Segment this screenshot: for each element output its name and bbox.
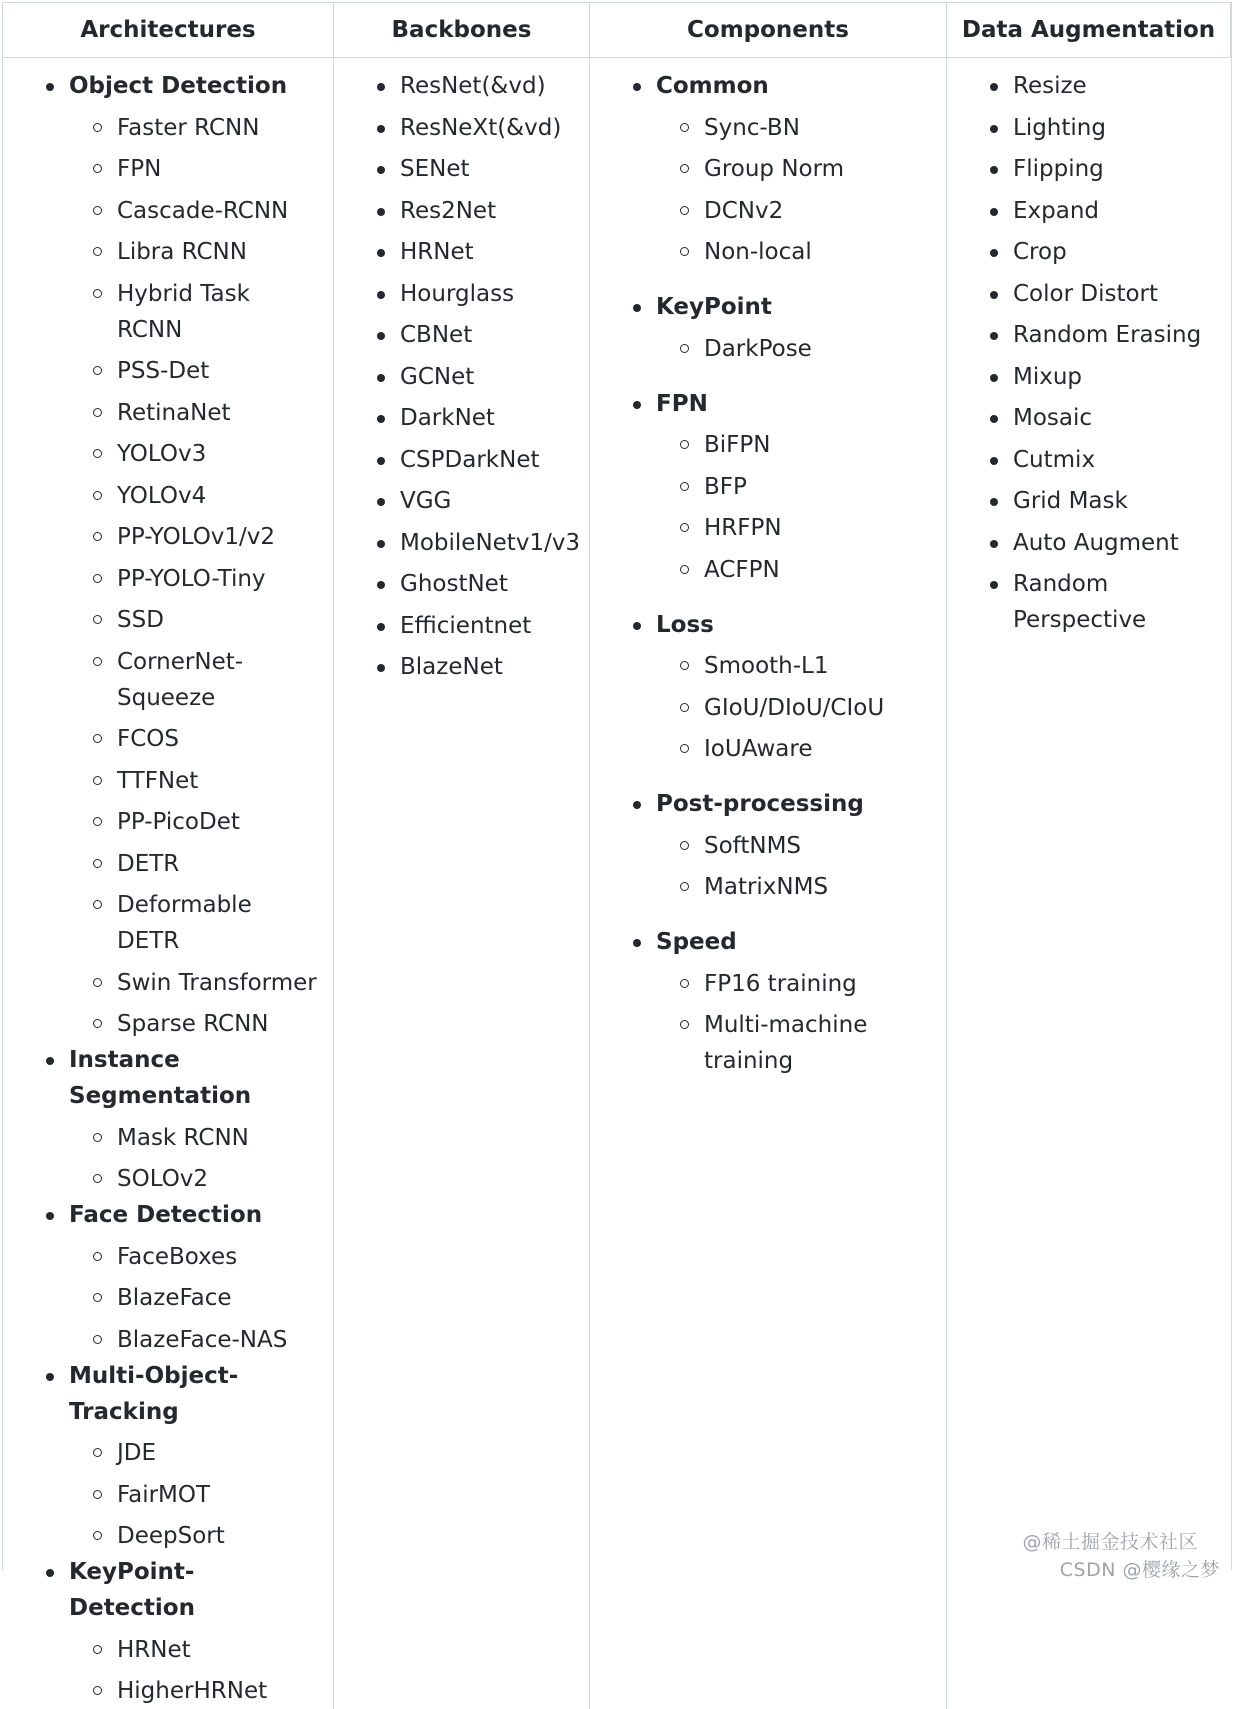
sub-list bbox=[590, 648, 946, 767]
sub-list-item-label: BiFPN bbox=[704, 427, 770, 463]
list-item-label: Flipping bbox=[1013, 151, 1104, 187]
list-item-label: Color Distort bbox=[1013, 276, 1158, 312]
category-group bbox=[590, 68, 946, 270]
sub-list-item bbox=[590, 828, 946, 864]
category-heading bbox=[3, 1554, 333, 1626]
sub-list-item-label: PP-PicoDet bbox=[117, 804, 240, 840]
list-item-label: KeyPoint-Detection bbox=[69, 1554, 319, 1626]
sub-list-item bbox=[590, 510, 946, 546]
sub-list bbox=[590, 966, 946, 1080]
list-item bbox=[947, 317, 1231, 353]
list-item bbox=[947, 442, 1231, 478]
sub-list-item bbox=[3, 1322, 333, 1358]
data-augmentation-cell bbox=[947, 58, 1231, 1709]
bullet-icon bbox=[633, 304, 641, 312]
sub-list-item bbox=[3, 721, 333, 757]
list-item bbox=[334, 525, 589, 561]
list-item-label: Lighting bbox=[1013, 110, 1106, 146]
bullet-icon bbox=[990, 166, 998, 174]
sub-list-item-label: FCOS bbox=[117, 721, 179, 757]
category-heading bbox=[3, 1042, 333, 1114]
bullet-icon bbox=[990, 249, 998, 257]
sub-list-item bbox=[590, 648, 946, 684]
sub-list-item-label: Mask RCNN bbox=[117, 1120, 249, 1156]
circle-bullet-icon bbox=[680, 206, 689, 215]
sub-list-item-label: SoftNMS bbox=[704, 828, 801, 864]
sub-list-item bbox=[3, 1280, 333, 1316]
sub-list-item-label: DarkPose bbox=[704, 331, 812, 367]
list-item bbox=[947, 110, 1231, 146]
circle-bullet-icon bbox=[93, 978, 102, 987]
category-group bbox=[590, 386, 946, 588]
feature-table bbox=[2, 2, 1232, 1570]
sub-list-item-label: BlazeFace-NAS bbox=[117, 1322, 287, 1358]
sub-list-item bbox=[3, 644, 333, 716]
bullet-icon bbox=[377, 83, 385, 91]
sub-list-item bbox=[3, 436, 333, 472]
list-item bbox=[334, 608, 589, 644]
sub-list-item-label: BlazeFace bbox=[117, 1280, 232, 1316]
category-heading bbox=[3, 68, 333, 104]
sub-list bbox=[3, 1632, 333, 1709]
sub-list-item-label: FPN bbox=[117, 151, 161, 187]
sub-list-item-label: FaceBoxes bbox=[117, 1239, 237, 1275]
list-item-label: Mixup bbox=[1013, 359, 1082, 395]
circle-bullet-icon bbox=[680, 565, 689, 574]
list-item-label: MobileNetv1/v3 bbox=[400, 525, 580, 561]
circle-bullet-icon bbox=[93, 247, 102, 256]
category-group bbox=[590, 289, 946, 367]
circle-bullet-icon bbox=[93, 123, 102, 132]
sub-list-item-label: SSD bbox=[117, 602, 164, 638]
sub-list-item-label: SOLOv2 bbox=[117, 1161, 208, 1197]
backbones-list bbox=[334, 58, 589, 685]
circle-bullet-icon bbox=[93, 206, 102, 215]
sub-list-item-label: Hybrid Task RCNN bbox=[117, 276, 319, 348]
category-group bbox=[590, 607, 946, 768]
architectures-cell bbox=[3, 58, 334, 1709]
circle-bullet-icon bbox=[93, 657, 102, 666]
components-list bbox=[590, 58, 946, 1079]
category-heading bbox=[3, 1197, 333, 1233]
circle-bullet-icon bbox=[93, 1293, 102, 1302]
circle-bullet-icon bbox=[680, 661, 689, 670]
bullet-icon bbox=[46, 1057, 54, 1065]
sub-list-item-label: PP-YOLOv1/v2 bbox=[117, 519, 275, 555]
list-item-label: Multi-Object-Tracking bbox=[69, 1358, 319, 1430]
list-item bbox=[334, 68, 589, 104]
circle-bullet-icon bbox=[680, 440, 689, 449]
sub-list-item-label: TTFNet bbox=[117, 763, 198, 799]
components-cell bbox=[590, 58, 947, 1709]
circle-bullet-icon bbox=[680, 882, 689, 891]
list-item-label: FPN bbox=[656, 386, 708, 422]
list-item-label: Res2Net bbox=[400, 193, 496, 229]
sub-list-item-label: DeepSort bbox=[117, 1518, 225, 1554]
sub-list-item bbox=[3, 1518, 333, 1554]
sub-list-item-label: Non-local bbox=[704, 234, 812, 270]
list-item-label: Mosaic bbox=[1013, 400, 1092, 436]
sub-list-item bbox=[3, 193, 333, 229]
circle-bullet-icon bbox=[93, 1335, 102, 1344]
circle-bullet-icon bbox=[93, 1448, 102, 1457]
sub-list-item-label: PP-YOLO-Tiny bbox=[117, 561, 266, 597]
bullet-icon bbox=[990, 83, 998, 91]
circle-bullet-icon bbox=[93, 1133, 102, 1142]
sub-list-item bbox=[590, 1007, 946, 1079]
bullet-icon bbox=[377, 623, 385, 631]
sub-list-item bbox=[590, 193, 946, 229]
circle-bullet-icon bbox=[93, 1686, 102, 1695]
bullet-icon bbox=[46, 1373, 54, 1381]
sub-list-item bbox=[590, 731, 946, 767]
category-heading bbox=[590, 289, 946, 325]
category-heading bbox=[590, 786, 946, 822]
list-item-label: HRNet bbox=[400, 234, 474, 270]
list-item-label: Loss bbox=[656, 607, 714, 643]
bullet-icon bbox=[633, 801, 641, 809]
sub-list-item bbox=[3, 887, 333, 959]
list-item-label: Efficientnet bbox=[400, 608, 531, 644]
sub-list-item-label: Faster RCNN bbox=[117, 110, 259, 146]
sub-list-item-label: HRNet bbox=[117, 1632, 191, 1668]
sub-list-item-label: Group Norm bbox=[704, 151, 844, 187]
sub-list-item bbox=[590, 690, 946, 726]
sub-list-item bbox=[3, 1673, 333, 1709]
header-data-augmentation: Data Augmentation bbox=[947, 3, 1231, 58]
bullet-icon bbox=[633, 83, 641, 91]
sub-list-item bbox=[3, 804, 333, 840]
sub-list bbox=[590, 427, 946, 588]
sub-list bbox=[3, 1435, 333, 1554]
sub-list bbox=[590, 828, 946, 906]
list-item-label: GhostNet bbox=[400, 566, 508, 602]
list-item-label: DarkNet bbox=[400, 400, 495, 436]
sub-list-item bbox=[590, 331, 946, 367]
bullet-icon bbox=[990, 415, 998, 423]
sub-list-item bbox=[590, 869, 946, 905]
sub-list-item-label: YOLOv3 bbox=[117, 436, 206, 472]
bullet-icon bbox=[990, 291, 998, 299]
list-item bbox=[947, 234, 1231, 270]
circle-bullet-icon bbox=[93, 366, 102, 375]
circle-bullet-icon bbox=[680, 523, 689, 532]
sub-list-item bbox=[3, 602, 333, 638]
circle-bullet-icon bbox=[680, 123, 689, 132]
list-item bbox=[334, 276, 589, 312]
list-item bbox=[334, 400, 589, 436]
category-heading bbox=[590, 607, 946, 643]
sub-list-item bbox=[3, 276, 333, 348]
sub-list-item bbox=[3, 1161, 333, 1197]
category-heading bbox=[3, 1358, 333, 1430]
circle-bullet-icon bbox=[93, 491, 102, 500]
list-item bbox=[334, 151, 589, 187]
category-heading bbox=[590, 386, 946, 422]
sub-list-item bbox=[3, 846, 333, 882]
sub-list-item bbox=[590, 469, 946, 505]
bullet-icon bbox=[990, 332, 998, 340]
list-item bbox=[334, 110, 589, 146]
circle-bullet-icon bbox=[93, 1019, 102, 1028]
category-group bbox=[3, 1042, 333, 1197]
circle-bullet-icon bbox=[93, 1174, 102, 1183]
circle-bullet-icon bbox=[680, 979, 689, 988]
sub-list-item bbox=[3, 353, 333, 389]
watermark-juejin: @稀土掘金技术社区 bbox=[1022, 1527, 1198, 1554]
category-group bbox=[3, 68, 333, 1042]
list-item-label: Hourglass bbox=[400, 276, 514, 312]
architectures-list bbox=[3, 58, 333, 1709]
circle-bullet-icon bbox=[93, 615, 102, 624]
bullet-icon bbox=[990, 581, 998, 589]
list-item-label: GCNet bbox=[400, 359, 474, 395]
bullet-icon bbox=[377, 208, 385, 216]
sub-list-item bbox=[3, 1006, 333, 1042]
category-heading bbox=[590, 924, 946, 960]
circle-bullet-icon bbox=[93, 574, 102, 583]
bullet-icon bbox=[377, 249, 385, 257]
bullet-icon bbox=[46, 1569, 54, 1577]
bullet-icon bbox=[377, 581, 385, 589]
bullet-icon bbox=[377, 498, 385, 506]
list-item-label: SENet bbox=[400, 151, 470, 187]
list-item-label: Expand bbox=[1013, 193, 1099, 229]
list-item bbox=[947, 359, 1231, 395]
bullet-icon bbox=[377, 540, 385, 548]
circle-bullet-icon bbox=[93, 532, 102, 541]
circle-bullet-icon bbox=[680, 482, 689, 491]
sub-list-item-label: BFP bbox=[704, 469, 747, 505]
list-item-label: Cutmix bbox=[1013, 442, 1095, 478]
bullet-icon bbox=[377, 291, 385, 299]
list-item bbox=[947, 525, 1231, 561]
sub-list-item bbox=[3, 1239, 333, 1275]
sub-list-item-label: YOLOv4 bbox=[117, 478, 206, 514]
list-item-label: Crop bbox=[1013, 234, 1067, 270]
list-item-label: Resize bbox=[1013, 68, 1087, 104]
sub-list-item bbox=[590, 110, 946, 146]
list-item bbox=[947, 151, 1231, 187]
list-item-label: KeyPoint bbox=[656, 289, 772, 325]
sub-list-item bbox=[3, 234, 333, 270]
circle-bullet-icon bbox=[93, 1645, 102, 1654]
list-item bbox=[947, 483, 1231, 519]
circle-bullet-icon bbox=[93, 776, 102, 785]
sub-list-item bbox=[3, 1477, 333, 1513]
list-item-label: Post-processing bbox=[656, 786, 864, 822]
sub-list bbox=[590, 110, 946, 271]
circle-bullet-icon bbox=[93, 859, 102, 868]
category-group bbox=[3, 1358, 333, 1555]
list-item bbox=[334, 442, 589, 478]
sub-list bbox=[3, 1120, 333, 1198]
bullet-icon bbox=[377, 125, 385, 133]
sub-list-item bbox=[590, 234, 946, 270]
sub-list-item-label: Cascade-RCNN bbox=[117, 193, 288, 229]
list-item-label: Object Detection bbox=[69, 68, 287, 104]
sub-list-item-label: HigherHRNet bbox=[117, 1673, 267, 1709]
list-item-label: Random Perspective bbox=[1013, 566, 1213, 638]
list-item bbox=[334, 193, 589, 229]
sub-list-item bbox=[3, 561, 333, 597]
sub-list bbox=[590, 331, 946, 367]
list-item-label: Grid Mask bbox=[1013, 483, 1128, 519]
sub-list-item-label: DCNv2 bbox=[704, 193, 783, 229]
header-components: Components bbox=[590, 3, 947, 58]
sub-list bbox=[3, 110, 333, 1043]
list-item-label: ResNeXt(&vd) bbox=[400, 110, 561, 146]
data-augmentation-list bbox=[947, 58, 1231, 638]
sub-list-item bbox=[590, 427, 946, 463]
bullet-icon bbox=[633, 939, 641, 947]
list-item bbox=[947, 276, 1231, 312]
sub-list-item bbox=[590, 966, 946, 1002]
backbones-cell bbox=[334, 58, 590, 1709]
bullet-icon bbox=[46, 83, 54, 91]
circle-bullet-icon bbox=[680, 247, 689, 256]
category-group bbox=[590, 786, 946, 905]
circle-bullet-icon bbox=[93, 734, 102, 743]
circle-bullet-icon bbox=[680, 1020, 689, 1029]
bullet-icon bbox=[990, 374, 998, 382]
list-item-label: BlazeNet bbox=[400, 649, 503, 685]
sub-list-item bbox=[3, 151, 333, 187]
bullet-icon bbox=[990, 498, 998, 506]
bullet-icon bbox=[377, 332, 385, 340]
bullet-icon bbox=[633, 622, 641, 630]
sub-list-item-label: RetinaNet bbox=[117, 395, 231, 431]
bullet-icon bbox=[377, 166, 385, 174]
circle-bullet-icon bbox=[93, 289, 102, 298]
sub-list-item-label: Libra RCNN bbox=[117, 234, 247, 270]
circle-bullet-icon bbox=[680, 703, 689, 712]
sub-list-item-label: Smooth-L1 bbox=[704, 648, 829, 684]
sub-list-item bbox=[3, 478, 333, 514]
list-item bbox=[947, 193, 1231, 229]
bullet-icon bbox=[377, 457, 385, 465]
circle-bullet-icon bbox=[93, 1252, 102, 1261]
sub-list-item-label: Multi-machine training bbox=[704, 1007, 896, 1079]
sub-list-item bbox=[590, 552, 946, 588]
list-item bbox=[334, 359, 589, 395]
sub-list-item-label: CornerNet-Squeeze bbox=[117, 644, 319, 716]
list-item bbox=[334, 317, 589, 353]
list-item bbox=[334, 649, 589, 685]
list-item-label: Auto Augment bbox=[1013, 525, 1179, 561]
watermark-csdn: CSDN @樱缘之梦 bbox=[1060, 1555, 1220, 1582]
sub-list-item bbox=[3, 1120, 333, 1156]
category-group bbox=[590, 924, 946, 1079]
circle-bullet-icon bbox=[93, 1490, 102, 1499]
bullet-icon bbox=[990, 208, 998, 216]
sub-list-item bbox=[3, 1632, 333, 1668]
sub-list-item-label: PSS-Det bbox=[117, 353, 209, 389]
sub-list-item bbox=[3, 1435, 333, 1471]
bullet-icon bbox=[377, 415, 385, 423]
list-item bbox=[334, 566, 589, 602]
bullet-icon bbox=[990, 125, 998, 133]
list-item-label: CSPDarkNet bbox=[400, 442, 539, 478]
list-item-label: ResNet(&vd) bbox=[400, 68, 546, 104]
list-item bbox=[334, 483, 589, 519]
bullet-icon bbox=[990, 540, 998, 548]
category-group bbox=[3, 1197, 333, 1358]
sub-list-item bbox=[3, 395, 333, 431]
sub-list-item-label: Sync-BN bbox=[704, 110, 800, 146]
list-item bbox=[334, 234, 589, 270]
sub-list-item-label: IoUAware bbox=[704, 731, 813, 767]
list-item bbox=[947, 566, 1231, 638]
sub-list-item bbox=[3, 763, 333, 799]
list-item bbox=[947, 400, 1231, 436]
list-item-label: CBNet bbox=[400, 317, 472, 353]
bullet-icon bbox=[377, 664, 385, 672]
bullet-icon bbox=[633, 401, 641, 409]
circle-bullet-icon bbox=[680, 344, 689, 353]
list-item-label: Random Erasing bbox=[1013, 317, 1201, 353]
category-heading bbox=[590, 68, 946, 104]
sub-list-item-label: JDE bbox=[117, 1435, 156, 1471]
list-item-label: Instance Segmentation bbox=[69, 1042, 319, 1114]
sub-list-item bbox=[3, 965, 333, 1001]
circle-bullet-icon bbox=[93, 1531, 102, 1540]
circle-bullet-icon bbox=[93, 900, 102, 909]
sub-list-item-label: Deformable DETR bbox=[117, 887, 319, 959]
sub-list-item-label: Swin Transformer bbox=[117, 965, 317, 1001]
bullet-icon bbox=[377, 374, 385, 382]
sub-list bbox=[3, 1239, 333, 1358]
sub-list-item-label: FairMOT bbox=[117, 1477, 210, 1513]
bullet-icon bbox=[990, 457, 998, 465]
list-item-label: Face Detection bbox=[69, 1197, 262, 1233]
sub-list-item-label: HRFPN bbox=[704, 510, 782, 546]
sub-list-item bbox=[590, 151, 946, 187]
sub-list-item-label: Sparse RCNN bbox=[117, 1006, 269, 1042]
circle-bullet-icon bbox=[93, 449, 102, 458]
list-item-label: Common bbox=[656, 68, 769, 104]
header-architectures: Architectures bbox=[3, 3, 334, 58]
sub-list-item-label: ACFPN bbox=[704, 552, 780, 588]
sub-list-item bbox=[3, 110, 333, 146]
circle-bullet-icon bbox=[93, 164, 102, 173]
bullet-icon bbox=[46, 1212, 54, 1220]
circle-bullet-icon bbox=[93, 408, 102, 417]
sub-list-item-label: DETR bbox=[117, 846, 179, 882]
sub-list-item-label: GIoU/DIoU/CIoU bbox=[704, 690, 884, 726]
sub-list-item bbox=[3, 519, 333, 555]
list-item-label: Speed bbox=[656, 924, 737, 960]
sub-list-item-label: MatrixNMS bbox=[704, 869, 828, 905]
circle-bullet-icon bbox=[93, 817, 102, 826]
list-item bbox=[947, 68, 1231, 104]
sub-list-item-label: FP16 training bbox=[704, 966, 857, 1002]
list-item-label: VGG bbox=[400, 483, 451, 519]
circle-bullet-icon bbox=[680, 841, 689, 850]
header-backbones: Backbones bbox=[334, 3, 590, 58]
circle-bullet-icon bbox=[680, 164, 689, 173]
circle-bullet-icon bbox=[680, 744, 689, 753]
category-group bbox=[3, 1554, 333, 1709]
